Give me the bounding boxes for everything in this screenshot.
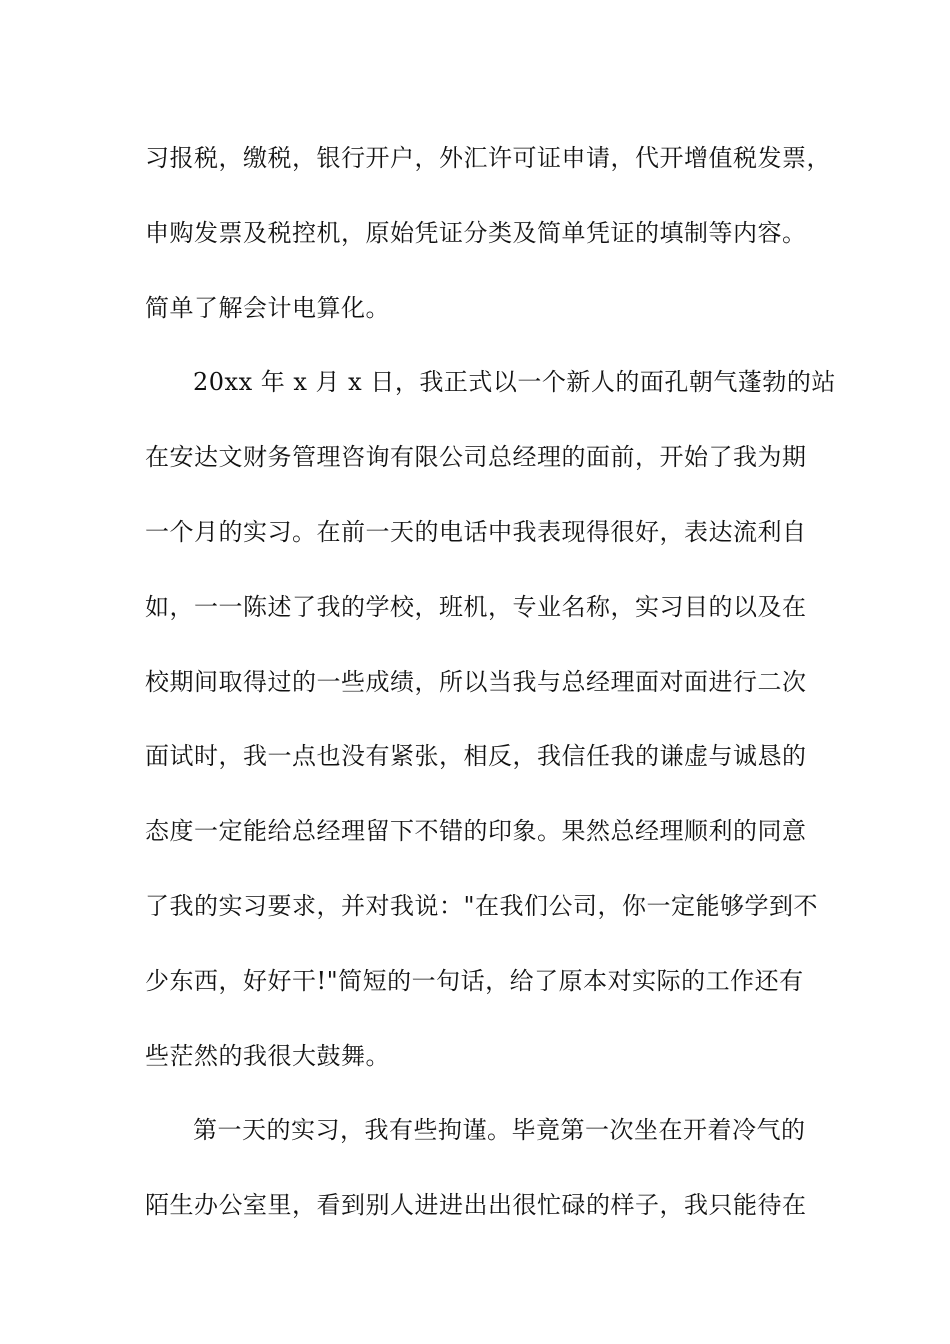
text-line: 少东西，好好干!"简短的一句话，给了原本对实际的工作还有 — [145, 966, 804, 995]
text-line: 校期间取得过的一些成绩，所以当我与总经理面对面进行二次 — [145, 667, 807, 696]
text-line: 简单了解会计电算化。 — [145, 293, 390, 322]
text-line: 如，一一陈述了我的学校，班机，专业名称，实习目的以及在 — [145, 592, 807, 621]
text-line: 面试时，我一点也没有紧张，相反，我信任我的谦虚与诚恳的 — [145, 742, 807, 771]
paragraph-first-line: 第一天的实习，我有些拘谨。毕竟第一次坐在开着冷气的 — [193, 1116, 806, 1145]
paragraph-first-line: 20xx 年 x 月 x 日，我正式以一个新人的面孔朝气蓬勃的站 — [193, 368, 836, 397]
text-line: 陌生办公室里，看到别人进进出出很忙碌的样子，我只能待在 — [145, 1191, 807, 1220]
text-line: 了我的实习要求，并对我说："在我们公司，你一定能够学到不 — [145, 891, 819, 920]
text-line: 态度一定能给总经理留下不错的印象。果然总经理顺利的同意 — [145, 817, 807, 846]
text-line: 习报税，缴税，银行开户，外汇许可证申请，代开增值税发票， — [145, 144, 831, 172]
text-line: 一个月的实习。在前一天的电话中我表现得很好，表达流利自 — [145, 517, 807, 546]
text-line: 在安达文财务管理咨询有限公司总经理的面前，开始了我为期 — [145, 443, 807, 472]
text-line: 申购发票及税控机，原始凭证分类及简单凭证的填制等内容。 — [145, 218, 807, 247]
text-line: 些茫然的我很大鼓舞。 — [145, 1041, 390, 1070]
document-body — [145, 131, 836, 1253]
